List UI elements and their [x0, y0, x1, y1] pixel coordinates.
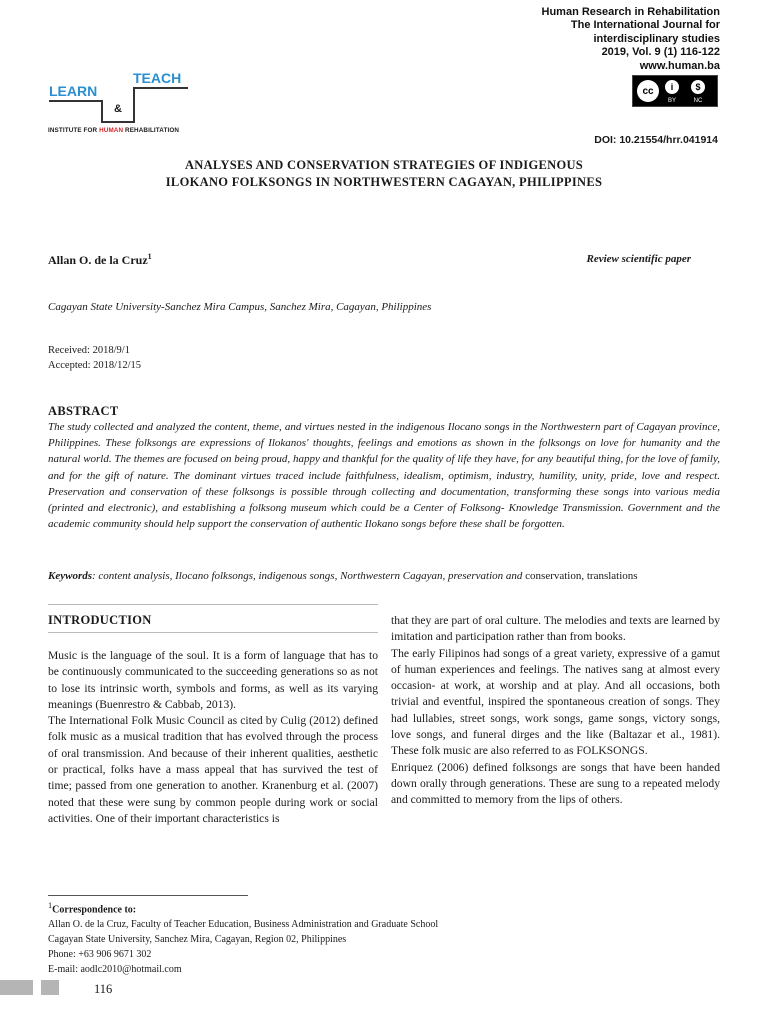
journal-subtitle-1: The International Journal for	[570, 19, 720, 32]
logo-line-5	[133, 87, 188, 89]
cc-by-group	[659, 76, 685, 106]
doi[interactable]: DOI: 10.21554/hrr.041914	[594, 134, 718, 146]
intro-paragraph-2: The International Folk Music Council as cited by Culig (2012) defined folk music as a musical tradition that has evolved through the process of oral transmission. And because of their inherent qualities, aesthetic or practical, folks have a mass appeal that has survived the test of time; passed from one generation to another. Kranenburg et al. (2007) noted that these were sung by common people during work or social activities. One of their important characteristics is	[48, 714, 378, 825]
journal-url[interactable]: www.human.ba	[639, 59, 720, 72]
logo-ampersand: &	[114, 103, 122, 115]
cc-nc-label: NC	[693, 98, 703, 104]
footnote-line-1: Allan O. de la Cruz, Faculty of Teacher Education, Business Administration and Graduate School	[48, 919, 439, 931]
intro-rule	[48, 632, 378, 633]
title-line-2: ILOKANO FOLKSONGS IN NORTHWESTERN CAGAYAN, PHILIPPINES	[165, 175, 603, 189]
section-rule-left	[48, 604, 378, 605]
cc-nc-group	[685, 76, 711, 106]
page-marker-box-1	[0, 980, 33, 995]
logo-learn-text: LEARN	[49, 83, 98, 99]
intro-paragraph-4: The early Filipinos had songs of a great variety, expressive of a gamut of human experiences and feelings. The natives sang at almost every occasion- at work, at worship and at play. And all occasions, both trivial and eventful, inspired the spontaneous creation of songs. They had lullabies, street songs, work songs, game songs, victory songs, love songs, and funeral dirges and the like (Baltazar et al., 1981). These folk music are also referred to as FOLKSONGS.	[391, 646, 720, 758]
cc-icon: cc	[637, 80, 659, 102]
no-dollar-icon: $	[691, 80, 705, 94]
author	[48, 252, 152, 268]
footnote-sup: 1	[48, 901, 53, 910]
logo-teach-text: TEACH	[133, 70, 182, 86]
journal-name: Human Research in Rehabilitation	[541, 6, 720, 18]
paper-type: Review scientific paper	[586, 253, 691, 265]
footnote	[48, 899, 438, 977]
page-number: 116	[94, 982, 113, 996]
footnote-rule	[48, 895, 248, 896]
page-marker-box-2	[41, 980, 59, 995]
dates	[48, 343, 141, 373]
keywords-list-end: conservation, translations	[522, 570, 638, 582]
footnote-line-2: Cagayan State University, Sanchez Mira, Cagayan, Region 02, Philippines	[48, 933, 347, 945]
journal-subtitle-2: interdisciplinary studies	[593, 32, 720, 45]
cc-by-label: BY	[667, 98, 676, 104]
author-name: Allan O. de la Cruz	[48, 253, 148, 267]
footnote-email[interactable]: E-mail: aodlc2010@hotmail.com	[48, 963, 182, 975]
logo-inst-part-3: REHABILITATION	[123, 127, 180, 134]
abstract-text: The study collected and analyzed the content, theme, and virtues nested in the indigenous Ilocano songs in the Northwestern part of Cagayan province, Philippines. These folksongs are expressions of Ilokanos' thoughts, feelings and emotions as shown in the folksongs on love for humanity and the natural world. The themes are focused on being proud, happy and thankful for the quality of life they have, for any beautiful thing, for the love of family, and for the gift of nature. The dominant virtues traced include faithfulness, idealism, optimism, industry, humility, unity, pride, love and respect. Preservation and conservation of these folksongs is possible through collecting and documentation, transforming these songs into various media (printed and electronic), and establishing a folksong museum which could be a Center of Folksong- Knowledge Transmission. Government and the academic community should help support the conservation of authentic Ilokano songs before these shall be forgotten.	[48, 421, 720, 531]
intro-paragraph-3: that they are part of oral culture. The melodies and texts are learned by imitation and participation rather than from books.	[391, 614, 720, 644]
title-line-1: ANALYSES AND CONSERVATION STRATEGIES OF INDIGENOUS	[184, 158, 584, 172]
logo-institute-text	[48, 127, 179, 134]
logo-line-2	[101, 100, 103, 123]
logo-inst-part-2: HUMAN	[99, 127, 124, 134]
keywords-list: : content analysis, Ilocano folksongs, indigenous songs, Northwestern Cagayan, preservation and	[92, 570, 523, 582]
right-column	[391, 613, 720, 809]
accepted-date: Accepted: 2018/12/15	[48, 360, 142, 371]
cc-license-badge[interactable]	[632, 75, 718, 107]
person-icon: i	[665, 80, 679, 94]
intro-paragraph-1: Music is the language of the soul. It is a form of language that has to be continuously communicated to the succeeding generations so as not to lose its intrinsic worth, symbols and forms, as well as its varying meanings (Buenrestro & Cabbab, 2013).	[48, 649, 378, 711]
logo-line-3	[101, 121, 133, 123]
footnote-label: Correspondence to:	[52, 904, 137, 916]
logo-inst-part-1: INSTITUTE FOR	[48, 127, 100, 134]
journal-volume: 2019, Vol. 9 (1) 116-122	[601, 46, 720, 59]
intro-paragraph-5: Enriquez (2006) defined folksongs are songs that have been handed down orally through generations. These are sung to a repeated melody and committed to memory from the lips of others.	[391, 760, 720, 807]
left-column	[48, 648, 378, 827]
author-sup: 1	[147, 252, 152, 261]
logo-line-4	[133, 87, 135, 123]
keywords-label: Keywords	[48, 570, 92, 582]
journal-info	[542, 6, 720, 73]
introduction-heading: INTRODUCTION	[48, 613, 152, 627]
abstract-heading: ABSTRACT	[48, 404, 119, 418]
footnote-phone: Phone: +63 906 9671 302	[48, 948, 152, 960]
received-date: Received: 2018/9/1	[48, 345, 130, 356]
paper-title	[0, 157, 768, 191]
keywords	[48, 569, 720, 585]
logo-line-1	[49, 100, 101, 102]
affiliation: Cagayan State University-Sanchez Mira Campus, Sanchez Mira, Cagayan, Philippines	[48, 301, 432, 313]
